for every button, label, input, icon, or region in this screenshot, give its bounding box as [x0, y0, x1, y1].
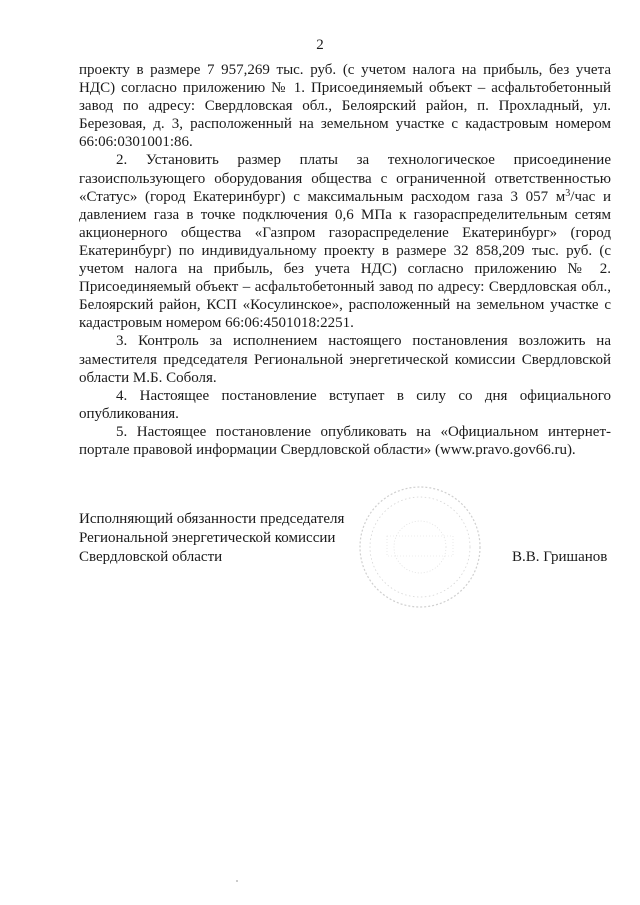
signatory-title-line-3: Свердловской области: [79, 549, 223, 565]
paragraph-2-rest: /час и давлением газа в точке подключения 0,6 МПа к газораспределительным сетям акционерного общества «Газпром газораспределение Екатеринбург» (город Екатеринбург) по индивидуальному проекту в размере 32 858,209 тыс. руб. (с учетом налога на прибыль, без учета НДС) согласно приложению № 2. Присоединяемый объект – асфальтобетонный завод по адресу: Свердловская обл., Белоярский район, КСП «Косулинское», расположенный на земельном участке с кадастровым номером 66:06:4501018:2251.: [79, 188, 611, 332]
document-body: [79, 61, 611, 459]
paragraph-1-continuation: проекту в размере 7 957,269 тыс. руб. (с учетом налога на прибыль, без учета НДС) согласно приложению № 1. Присоединяемый объект – асфальтобетонный завод по адресу: Свердловская обл., Белоярский район, п. Прохладный, ул. Березовая, д. 3, расположенный на земельном участке с кадастровым номером 66:06:0301001:86.: [79, 62, 611, 151]
page-number: 2: [316, 37, 324, 53]
scan-speck: [236, 880, 238, 882]
paragraph-2-start: 2. Установить размер платы за технологическое присоединение газоиспользующего оборудования общества с ограниченной ответственностью «Статус» (город Екатеринбург) с максимальным расходом газа 3 057 м: [79, 152, 611, 205]
signatory-name: В.В. Гришанов: [512, 549, 608, 565]
paragraph-3: 3. Контроль за исполнением настоящего постановления возложить на заместителя председателя Региональной энергетической комиссии Свердловской области М.Б. Соболя.: [79, 333, 611, 386]
cubic-superscript: 3: [565, 187, 571, 199]
signatory-title: [79, 510, 344, 567]
signatory-title-line-2: Региональной энергетической комиссии: [79, 530, 336, 546]
paragraph-2: [79, 151, 611, 332]
paragraph-4: 4. Настоящее постановление вступает в силу со дня официального опубликования.: [79, 387, 611, 422]
signatory-title-line-1: Исполняющий обязанности председателя: [79, 511, 345, 527]
round-seal-icon: [357, 484, 483, 610]
paragraph-5: 5. Настоящее постановление опубликовать на «Официальном интернет-портале правовой информации Свердловской области» (www.pravo.gov66.ru).: [79, 423, 611, 458]
